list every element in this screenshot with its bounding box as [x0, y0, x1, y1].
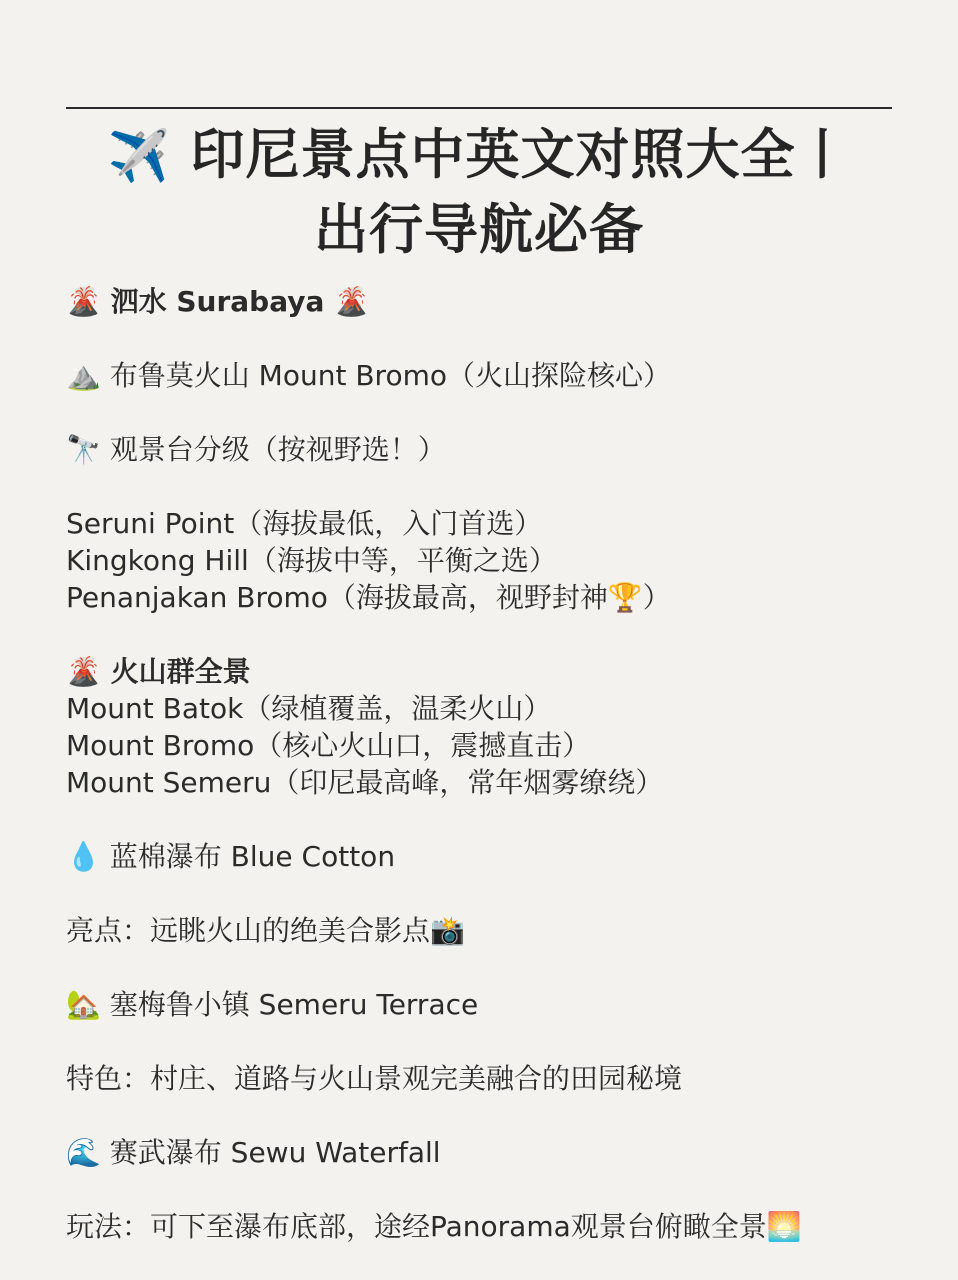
page-title — [66, 118, 892, 267]
mountain-icon: ⛰️ — [66, 359, 101, 392]
volcano-icon: 🌋 — [334, 285, 370, 318]
section-blue-cotton — [66, 838, 906, 875]
list-item: Mount Batok（绿植覆盖，温柔火山） — [66, 692, 552, 725]
title-line-2: 出行导航必备 — [314, 198, 644, 261]
title-text-1: 印尼景点中英文对照大全丨 — [190, 123, 851, 186]
droplet-icon: 💧 — [66, 840, 101, 873]
semeru-terrace-label: 塞梅鲁小镇 Semeru Terrace — [109, 988, 479, 1021]
list-item: Mount Semeru（印尼最高峰，常年烟雾缭绕） — [66, 766, 664, 799]
airplane-icon: ✈️ — [107, 127, 171, 185]
semeru-note: 特色：村庄、道路与火山景观完美融合的田园秘境 — [66, 1062, 683, 1095]
blue-cotton-note: 亮点：远眺火山的绝美合影点📸 — [66, 914, 465, 947]
section-surabaya — [66, 283, 906, 320]
telescope-icon: 🔭 — [66, 433, 101, 466]
content-body — [66, 283, 906, 1245]
list-item: Kingkong Hill（海拔中等，平衡之选） — [66, 544, 557, 577]
sewu-label: 赛武瀑布 Sewu Waterfall — [109, 1136, 441, 1169]
list-item: Penanjakan Bromo（海拔最高，视野封神🏆） — [66, 581, 671, 614]
surabaya-label: 泗水 Surabaya — [110, 285, 325, 318]
list-item: Seruni Point（海拔最低，入门首选） — [66, 507, 543, 540]
section-volcano-group — [66, 653, 906, 690]
list-item: Mount Bromo（核心火山口，震撼直击） — [66, 729, 591, 762]
section-sewu — [66, 1134, 906, 1171]
section-viewpoints — [66, 431, 906, 468]
wave-icon: 🌊 — [66, 1136, 101, 1169]
volcano-icon: 🌋 — [66, 285, 101, 318]
section-semeru-terrace — [66, 986, 906, 1023]
blue-cotton-label: 蓝棉瀑布 Blue Cotton — [109, 840, 396, 873]
volcano-group-label: 火山群全景 — [110, 655, 251, 688]
bromo-label: 布鲁莫火山 Mount Bromo（火山探险核心） — [109, 359, 671, 392]
viewpoints-label: 观景台分级（按视野选！） — [109, 433, 446, 466]
sewu-note: 玩法：可下至瀑布底部，途经Panorama观景台俯瞰全景🌅 — [66, 1210, 802, 1243]
volcano-icon: 🌋 — [66, 655, 101, 688]
house-icon: 🏡 — [66, 988, 101, 1021]
section-bromo — [66, 357, 906, 394]
title-line-1 — [66, 118, 892, 193]
top-divider — [66, 107, 892, 109]
